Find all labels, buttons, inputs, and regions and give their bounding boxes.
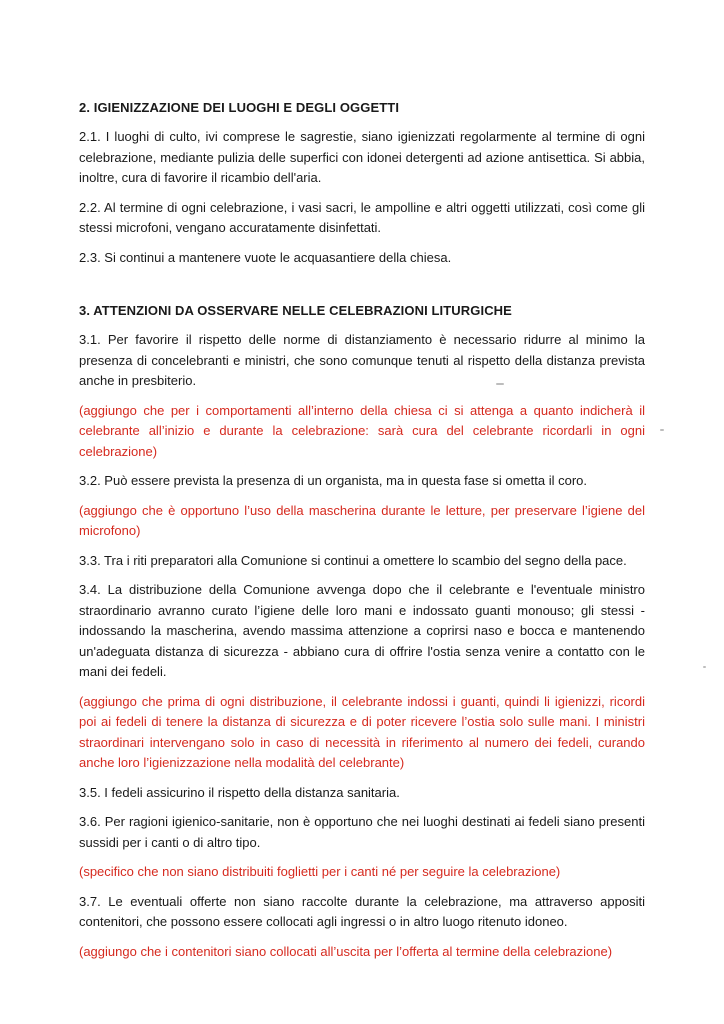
paragraph-3-6: 3.6. Per ragioni igienico-sanitarie, non è opportuno che nei luoghi destinati ai fedeli siano presenti sussidi per i canti o di altro tipo. xyxy=(79,814,645,850)
section-spacer xyxy=(79,277,645,301)
section-2 xyxy=(79,98,645,268)
annotation-note: (specifico che non siano distribuiti foglietti per i canti né per seguire la celebrazione) xyxy=(79,864,561,879)
paragraph-3-7: 3.7. Le eventuali offerte non siano raccolte durante la celebrazione, ma attraverso appositi contenitori, che possono essere collocati agli ingressi o in altro luogo ritenuto idoneo. xyxy=(79,893,645,929)
annotation-note: (aggiungo che i contenitori siano collocati all’uscita per l’offerta al termine della celebrazione) xyxy=(79,943,613,959)
paragraph-3-2: 3.2. Può essere prevista la presenza di un organista, ma in questa fase si ometta il coro. xyxy=(79,473,587,488)
scan-speck xyxy=(703,666,706,668)
paragraph-3-5: 3.5. I fedeli assicurino il rispetto della distanza sanitaria. xyxy=(79,784,400,800)
section-heading: 3. ATTENZIONI DA OSSERVARE NELLE CELEBRAZIONI LITURGICHE xyxy=(79,303,512,318)
document-body xyxy=(79,98,645,971)
section-heading: 2. IGIENIZZAZIONE DEI LUOGHI E DEGLI OGGETTI xyxy=(79,100,400,115)
paragraph-2-1: 2.1. I luoghi di culto, ivi comprese le sagrestie, siano igienizzati regolarmente al termine di ogni celebrazione, mediante pulizia delle superfici con idonei detergenti ad azione antisettica. Si abbia, inoltre, cura di favorire il ricambio dell'aria. xyxy=(79,129,645,185)
paragraph-3-1: 3.1. Per favorire il rispetto delle norme di distanziamento è necessario ridurre al minimo la presenza di concelebranti e ministri, che sono comunque tenuti al rispetto della distanza prevista anche in presbiterio. xyxy=(79,332,645,388)
scan-speck xyxy=(660,429,664,431)
paragraph-2-2: 2.2. Al termine di ogni celebrazione, i vasi sacri, le ampolline e altri oggetti utilizzati, così come gli stessi microfoni, vengano accuratamente disinfettati. xyxy=(79,199,645,235)
scan-speck xyxy=(496,383,504,385)
annotation-note: (aggiungo che prima di ogni distribuzione, il celebrante indossi i guanti, quindi li igienizzi, ricordi poi ai fedeli di tenere la distanza di sicurezza e di poter ricevere l’ostia solo sulle mani. I ministri straordinari intervengano solo in caso di necessità in riferimento al numero dei fedeli, curando anche loro l’igienizzazione nella modalità del celebrante) xyxy=(79,693,645,770)
paragraph-2-3: 2.3. Si continui a mantenere vuote le acquasantiere della chiesa. xyxy=(79,249,452,265)
paragraph-3-3: 3.3. Tra i riti preparatori alla Comunione si continui a omettere lo scambio del segno della pace. xyxy=(79,552,627,568)
section-3 xyxy=(79,301,645,962)
annotation-note: (aggiungo che per i comportamenti all’interno della chiesa ci si attenga a quanto indicherà il celebrante all’inizio e durante la celebrazione: sarà cura del celebrante ricordarli in ogni celebrazione) xyxy=(79,402,645,459)
annotation-note: (aggiungo che è opportuno l’uso della mascherina durante le letture, per preservare l’igiene del microfono) xyxy=(79,502,645,538)
paragraph-3-4: 3.4. La distribuzione della Comunione avvenga dopo che il celebrante e l'eventuale ministro straordinario avranno curato l’igiene delle loro mani e indossato guanti monouso; gli stessi - indossando la mascherina, avendo massima attenzione a coprirsi naso e bocca e mantenendo un'adeguata distanza di sicurezza - abbiano cura di offrire l'ostia senza venire a contatto con le mani dei fedeli. xyxy=(79,582,645,679)
